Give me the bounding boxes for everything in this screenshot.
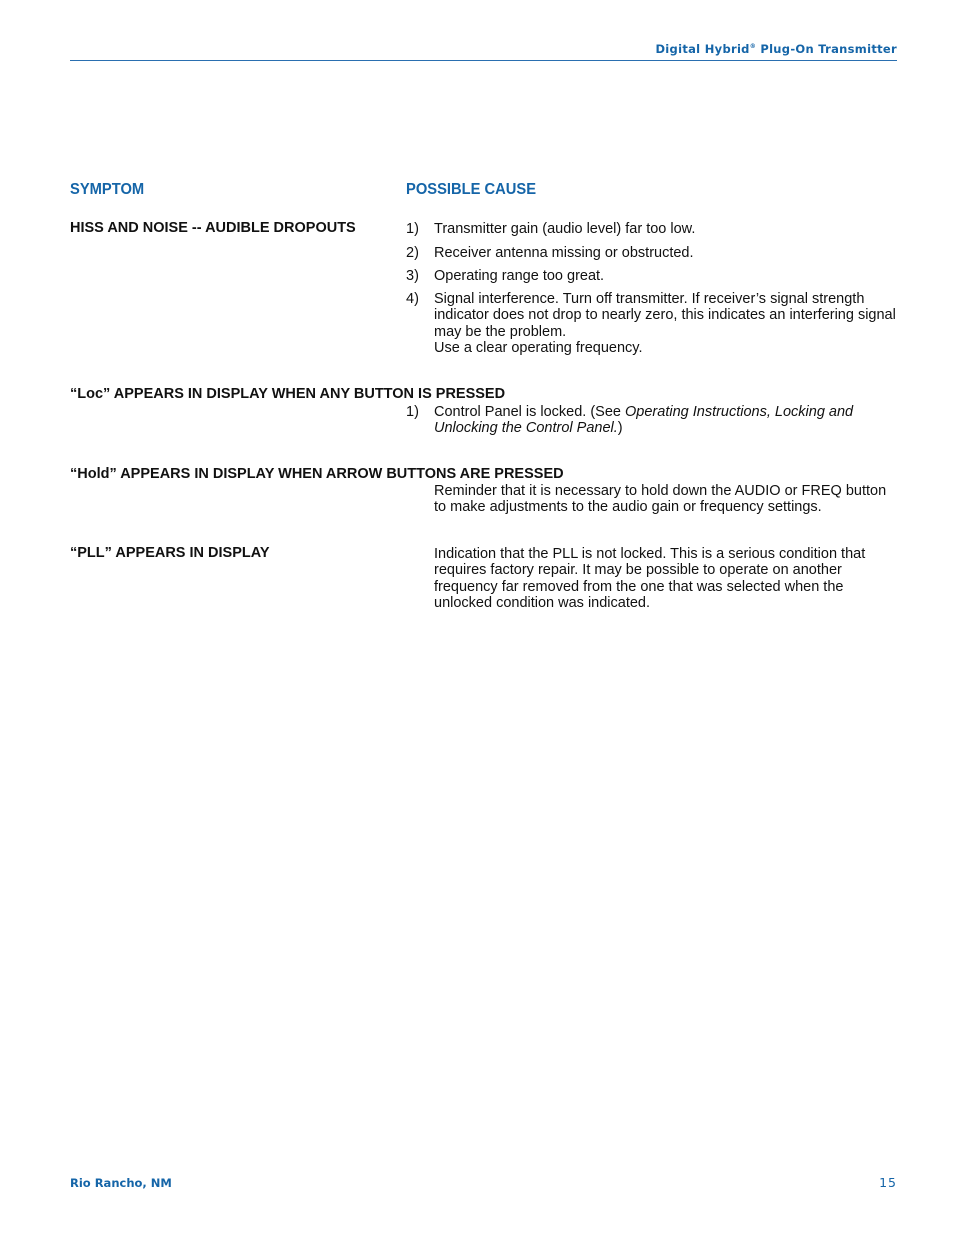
cause-number: 1) [406,404,419,420]
footer-location: Rio Rancho, NM [70,1176,172,1190]
cause-paragraph-hold: Reminder that it is necessary to hold down the AUDIO or FREQ button to make adjustments to the audio gain or frequency settings. [434,483,887,516]
symptom-hold-display: “Hold” APPEARS IN DISPLAY WHEN ARROW BUTTONS ARE PRESSED [70,466,564,482]
header-title-main: Digital Hybrid [655,42,750,56]
running-header [655,42,897,56]
cause-text [434,291,898,357]
cause-text: Operating range too great. [434,268,605,284]
cause-text-reference: Operating Instructions, Locking and Unlocking the Control Panel. [434,404,854,437]
cause-text: Receiver antenna missing or obstructed. [434,245,694,261]
cause-number: 2) [406,245,419,261]
cause-number: 4) [406,291,419,307]
cause-text-followup: Use a clear operating frequency. [434,340,643,357]
header-title-rest: Plug-On Transmitter [756,42,897,56]
cause-number: 1) [406,221,419,237]
symptom-column-heading: SYMPTOM [70,181,145,198]
cause-text [434,404,874,437]
symptom-loc-display: “Loc” APPEARS IN DISPLAY WHEN ANY BUTTON IS PRESSED [70,386,506,402]
cause-number: 3) [406,268,419,284]
cause-text-main: Signal interference. Turn off transmitter. If receiver’s signal strength indicator does not drop to nearly zero, this indicates an interfering signal may be the problem. [434,291,896,340]
registered-mark: ® [749,43,757,50]
symptom-hiss-noise: HISS AND NOISE -- AUDIBLE DROPOUTS [70,220,356,236]
header-rule [70,60,897,61]
page-number: 15 [879,1175,897,1190]
symptom-pll-display: “PLL” APPEARS IN DISPLAY [70,545,270,561]
cause-text: Transmitter gain (audio level) far too low. [434,221,696,237]
cause-text-pre: Control Panel is locked. (See [434,404,626,420]
cause-column-heading: POSSIBLE CAUSE [406,181,537,198]
cause-text-post: ) [617,420,623,437]
cause-paragraph-pll: Indication that the PLL is not locked. This is a serious condition that requires factory repair. It may be possible to operate on another frequency far removed from the one that was selected when the unlocked condition was indicated. [434,546,866,612]
